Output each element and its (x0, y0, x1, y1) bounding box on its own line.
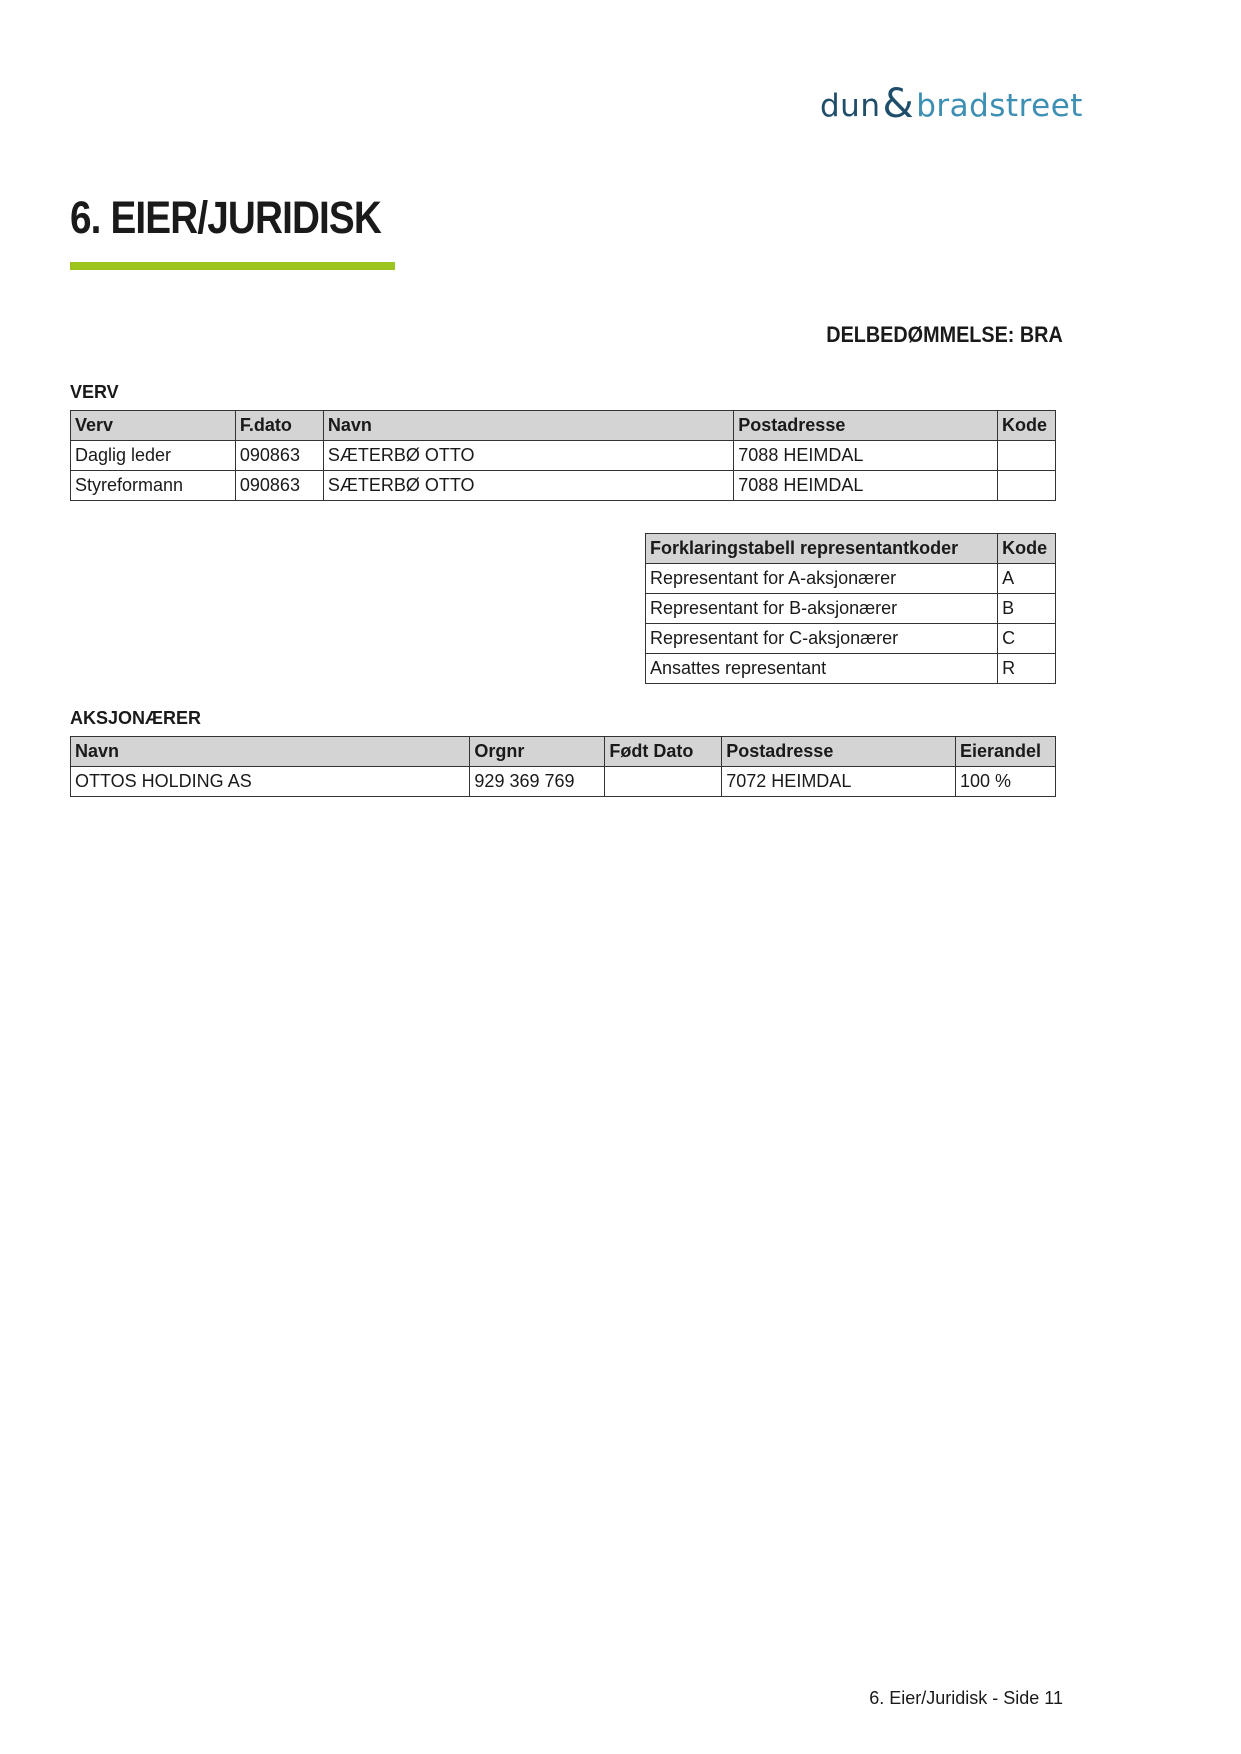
page-title: 6. EIER/JURIDISK (70, 192, 381, 243)
forklaring-cell: C (998, 624, 1056, 654)
table-row (71, 441, 1056, 471)
verv-cell: SÆTERBØ OTTO (323, 441, 733, 471)
aksjonaerer-cell: 100 % (955, 767, 1055, 797)
dun-bradstreet-logo (820, 76, 1083, 127)
verv-cell: 7088 HEIMDAL (734, 441, 998, 471)
forklaring-table (645, 533, 1056, 684)
verv-cell: SÆTERBØ OTTO (323, 471, 733, 501)
aksjonaerer-col-postadresse: Postadresse (722, 737, 956, 767)
forklaring-cell: Representant for B-aksjonærer (646, 594, 998, 624)
aksjonaerer-col-orgnr: Orgnr (470, 737, 605, 767)
table-row (71, 471, 1056, 501)
aksjonaerer-cell: 929 369 769 (470, 767, 605, 797)
verv-col-kode: Kode (997, 411, 1055, 441)
verv-table (70, 410, 1056, 501)
verv-cell: Styreformann (71, 471, 236, 501)
forklaring-cell: R (998, 654, 1056, 684)
forklaring-col-kode: Kode (998, 534, 1056, 564)
verv-section-label: VERV (70, 382, 119, 402)
forklaring-header-row (646, 534, 1056, 564)
aksjonaerer-table (70, 736, 1056, 797)
aksjonaerer-cell (605, 767, 722, 797)
verv-cell: 090863 (235, 441, 323, 471)
table-row (646, 654, 1056, 684)
table-row (71, 767, 1056, 797)
aksjonaerer-col-navn: Navn (71, 737, 470, 767)
aksjonaerer-cell: 7072 HEIMDAL (722, 767, 956, 797)
forklaring-cell: Representant for C-aksjonærer (646, 624, 998, 654)
verv-col-postadresse: Postadresse (734, 411, 998, 441)
logo-text-dun: dun (820, 88, 881, 124)
table-row (646, 564, 1056, 594)
forklaring-cell: Ansattes representant (646, 654, 998, 684)
verv-header-row (71, 411, 1056, 441)
aksjonaerer-section-label: AKSJONÆRER (70, 708, 202, 728)
verv-cell (997, 471, 1055, 501)
logo-ampersand: & (882, 81, 915, 127)
verv-col-navn: Navn (323, 411, 733, 441)
verv-cell: Daglig leder (71, 441, 236, 471)
aksjonaerer-col-fodt-dato: Født Dato (605, 737, 722, 767)
logo-text-bradstreet: bradstreet (916, 88, 1083, 124)
verv-cell: 090863 (235, 471, 323, 501)
forklaring-cell: B (998, 594, 1056, 624)
forklaring-cell: A (998, 564, 1056, 594)
verv-cell: 7088 HEIMDAL (734, 471, 998, 501)
forklaring-col-beskrivelse: Forklaringstabell representantkoder (646, 534, 998, 564)
verv-col-verv: Verv (71, 411, 236, 441)
table-row (646, 624, 1056, 654)
aksjonaerer-header-row (71, 737, 1056, 767)
aksjonaerer-col-eierandel: Eierandel (955, 737, 1055, 767)
table-row (646, 594, 1056, 624)
forklaring-cell: Representant for A-aksjonærer (646, 564, 998, 594)
verv-cell (997, 441, 1055, 471)
verv-col-fdato: F.dato (235, 411, 323, 441)
rating-label: DELBEDØMMELSE: BRA (826, 322, 1063, 347)
title-underline (70, 262, 395, 270)
page-footer: 6. Eier/Juridisk - Side 11 (869, 1688, 1063, 1708)
aksjonaerer-cell: OTTOS HOLDING AS (71, 767, 470, 797)
